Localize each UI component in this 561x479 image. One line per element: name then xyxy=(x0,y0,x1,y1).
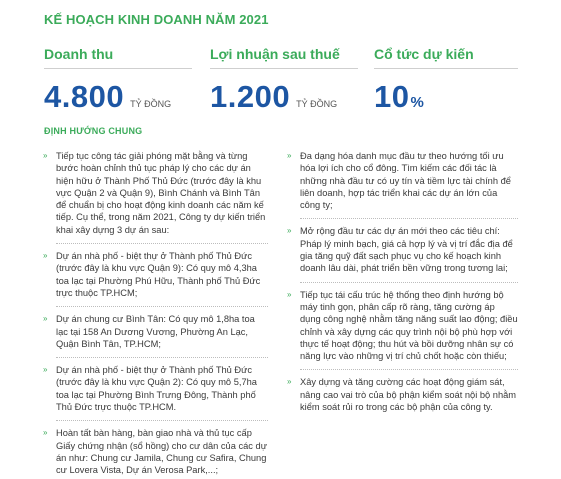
divider xyxy=(300,369,518,370)
sub-item-text: Dự án chung cư Bình Tân: Có quy mô 1,8ha toa lạc tại 158 An Dương Vương, Phường An Lạc, Quận Bình Tân, TP.HCM; xyxy=(56,314,255,349)
metric-value: 10 xyxy=(374,79,410,114)
chevron-bullet-icon: » xyxy=(43,314,48,324)
chevron-bullet-icon: » xyxy=(287,151,292,160)
sub-item xyxy=(43,250,268,299)
metric-value: 4.800 xyxy=(44,79,125,114)
chevron-bullet-icon: » xyxy=(43,251,48,261)
divider xyxy=(300,282,518,283)
list-item-text: Mở rộng đầu tư các dự án mới theo các tiêu chí: Pháp lý minh bạch, giá cả hợp lý và vị trí đắc địa để gia tăng quỹ đất sạch phục vụ cho kế hoạch kinh doanh lâu dài, phát triển bền vững trong tương lai; xyxy=(300,226,513,274)
divider xyxy=(56,357,268,358)
right-column xyxy=(287,150,518,413)
divider xyxy=(56,243,268,244)
sub-item xyxy=(43,313,268,350)
metric-value: 1.200 xyxy=(210,79,291,114)
list-item-text: Xây dựng và tăng cường các hoạt động giám sát, nâng cao vai trò của bộ phận kiểm soát nội bộ nhằm kiểm soát rủi ro trong các bộ phận của công ty. xyxy=(300,377,517,413)
metric-dividend xyxy=(374,46,518,115)
divider xyxy=(56,420,268,421)
metric-profit xyxy=(210,46,358,115)
sub-item-text: Dự án nhà phố - biệt thự ở Thành phố Thủ Đức (trước đây là khu vực Quận 2): Có quy mô 5,7ha toa lạc tại Phường Bình Trưng Đông, Thành phố Thủ Đức trực thuộc TP.HCM. xyxy=(56,365,257,413)
list-item xyxy=(287,289,518,363)
list-item xyxy=(287,225,518,274)
divider xyxy=(56,306,268,307)
left-column xyxy=(43,150,268,477)
chevron-bullet-icon: » xyxy=(43,151,48,160)
section-title: ĐỊNH HƯỚNG CHUNG xyxy=(44,126,143,136)
list-item xyxy=(287,376,518,413)
sub-item xyxy=(43,364,268,413)
chevron-bullet-icon: » xyxy=(43,428,48,438)
chevron-bullet-icon: » xyxy=(43,365,48,375)
sub-item-text: Dự án nhà phố - biệt thự ở Thành phố Thủ Đức (trước đây là khu vực Quận 9): Có quy mô 4,3ha toa lạc tại Phường Phú Hữu, Thành phố Thủ Đức trực thuộc TP.HCM; xyxy=(56,251,261,298)
metric-unit: % xyxy=(410,94,424,111)
chevron-bullet-icon: » xyxy=(287,226,292,236)
list-item xyxy=(43,427,268,476)
chevron-bullet-icon: » xyxy=(287,289,292,299)
list-item-text: Hoàn tất bàn hàng, bàn giao nhà và thủ tục cấp Giấy chứng nhận (sổ hồng) cho cư dân của các dự án như: Chung cư Jamila, Chung cư Safira, Chung cư Lovera Vista, Dự án Verosa Park,...; xyxy=(56,428,267,476)
metric-label: Doanh thu xyxy=(44,46,192,69)
metric-unit: TỶ ĐỒNG xyxy=(296,99,338,109)
list-item-text: Tiếp tục tái cấu trúc hệ thống theo định hướng bộ máy tinh gọn, phân cấp rõ ràng, tăng cường áp dụng công nghệ nhằm tăng năng suất lao động; điều chỉnh và xây dựng các quy trình nội bộ phù hợp với thực tế hoạt động; thu hút và bồi dưỡng nhân sự có năng lực vào những vị trí chủ chốt hoặc còn thiếu; xyxy=(300,289,518,362)
metric-label: Cổ tức dự kiến xyxy=(374,46,518,69)
metric-label: Lợi nhuận sau thuế xyxy=(210,46,358,69)
metric-unit: TỶ ĐỒNG xyxy=(130,99,172,109)
list-item-text: Đa dạng hóa danh mục đầu tư theo hướng tối ưu hóa lợi ích cho cổ đông. Tìm kiếm các đối tác là những nhà đầu tư có uy tín và tiềm lực tài chính để liên doanh, hợp tác triển khai các dự án lớn của công ty; xyxy=(300,151,511,211)
divider xyxy=(300,218,518,219)
list-item xyxy=(43,150,268,236)
metric-revenue xyxy=(44,46,192,115)
page-title: KẾ HOẠCH KINH DOANH NĂM 2021 xyxy=(44,12,269,27)
chevron-bullet-icon: » xyxy=(287,377,292,387)
list-item xyxy=(287,150,518,211)
list-item-text: Tiếp tục công tác giải phóng mặt bằng và từng bước hoàn chỉnh thủ tục pháp lý cho các dự án hiện hữu ở Thành Phố Thủ Đức (trước đây là khu vực Quận 2 và Quận 9), Bình Chánh và Bình Tân để chuẩn bị cho hoạt động kinh doanh các năm kế tiếp. Cụ thể, trong năm 2021, Công ty dự kiến triển khai xây dựng 3 dự án sau: xyxy=(56,151,266,235)
